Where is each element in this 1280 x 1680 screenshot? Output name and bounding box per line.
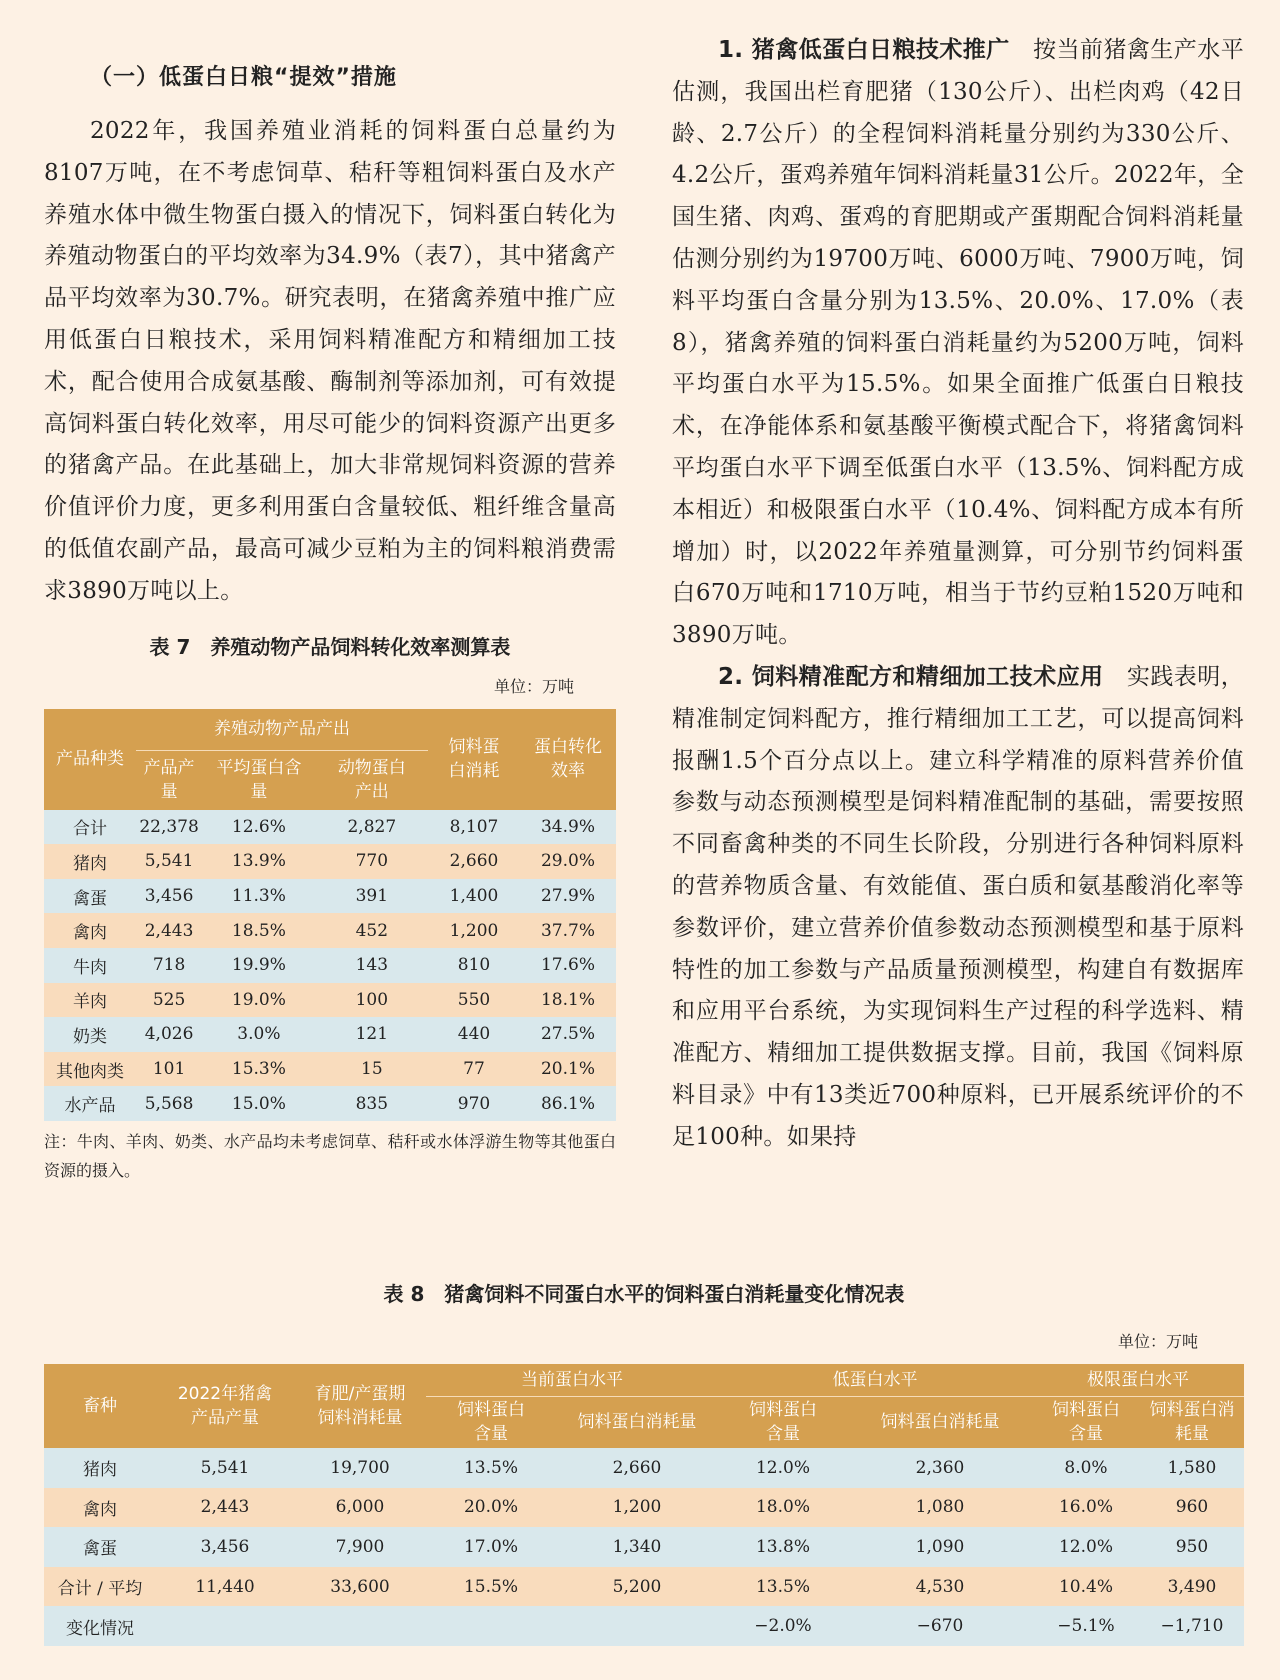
table7-unit: 单位：万吨 [493,676,574,696]
table7-header-avg-protein: 平均蛋白含量 [202,751,316,810]
table-cell: 960 [1140,1488,1244,1528]
table-cell: 718 [136,948,202,983]
table-cell: 2,443 [136,913,202,948]
table-cell: 15.5% [426,1567,556,1607]
table8-header-low-content: 饲料蛋白含量 [718,1396,848,1448]
table-cell: 37.7% [520,913,616,948]
table-cell: 770 [316,844,428,879]
table-cell: 3,456 [156,1527,294,1567]
table-cell: 合计 / 平均 [44,1567,156,1607]
table-cell: 15 [316,1052,428,1087]
table-cell: 18.0% [718,1488,848,1528]
right-p2-lead: 2. 饲料精准配方和精细加工技术应用 [718,663,1104,690]
table-cell: 3.0% [202,1017,316,1052]
table-cell: 13.9% [202,844,316,879]
table-cell: 452 [316,913,428,948]
table-cell: 16.0% [1032,1488,1140,1528]
table-cell: 2,360 [848,1448,1032,1488]
table8-header-limit: 极限蛋白水平 [1032,1364,1244,1396]
table-cell: 2,443 [156,1488,294,1528]
right-column [672,30,1244,1159]
table-cell: 27.5% [520,1017,616,1052]
table-cell: 29.0% [520,844,616,879]
table-cell: 34.9% [520,810,616,845]
table-cell: 22,378 [136,810,202,845]
table8-unit: 单位：万吨 [1117,1332,1198,1351]
table-cell: 4,530 [848,1567,1032,1607]
table-cell: 27.9% [520,879,616,914]
table8-header-limit-consumption: 饲料蛋白消耗量 [1140,1396,1244,1448]
table-row [44,1017,616,1052]
table-cell: 1,090 [848,1527,1032,1567]
table-cell: 猪肉 [44,844,136,879]
table-cell: 1,200 [556,1488,718,1528]
table-cell: 禽蛋 [44,879,136,914]
table-cell [556,1606,718,1646]
table-cell: 121 [316,1017,428,1052]
table-cell: 835 [316,1086,428,1121]
table-cell: 8.0% [1032,1448,1140,1488]
table-cell: 羊肉 [44,983,136,1018]
table-cell: 20.1% [520,1052,616,1087]
table7-caption: 表 7 养殖动物产品饲料转化效率测算表 [149,634,511,659]
table-cell: 12.6% [202,810,316,845]
table-cell: 5,541 [136,844,202,879]
table-cell: −1,710 [1140,1606,1244,1646]
table-cell: 3,490 [1140,1567,1244,1607]
table7-header-animal-protein: 动物蛋白产出 [316,751,428,810]
table8-header-output: 2022年猪禽产品产量 [156,1364,294,1448]
table8-header-species: 畜种 [44,1364,156,1448]
table-cell: 143 [316,948,428,983]
table-cell: 1,200 [428,913,520,948]
table-row [44,879,616,914]
table-cell: 5,541 [156,1448,294,1488]
table-cell: 13.5% [426,1448,556,1488]
table-cell: 合计 [44,810,136,845]
table-cell: 33,600 [294,1567,426,1607]
table-cell: 2,660 [556,1448,718,1488]
right-paragraph-2 [672,657,1244,1159]
right-p1-lead: 1. 猪禽低蛋白日粮技术推广 [718,37,1010,63]
table-cell: 11.3% [202,879,316,914]
table-cell: 8,107 [428,810,520,845]
table8-header-feed-consumption: 育肥/产蛋期饲料消耗量 [294,1364,426,1448]
table-cell: 10.4% [1032,1567,1140,1607]
table7-header-category: 产品种类 [44,709,136,810]
table-cell: 19,700 [294,1448,426,1488]
table-cell: 86.1% [520,1086,616,1121]
table-cell: 1,080 [848,1488,1032,1528]
table8-caption: 表 8 猪禽饲料不同蛋白水平的饲料蛋白消耗量变化情况表 [383,1282,905,1306]
table-row [44,1052,616,1087]
table-cell: 20.0% [426,1488,556,1528]
table-cell: 其他肉类 [44,1052,136,1087]
table-cell: 1,400 [428,879,520,914]
table-cell: 12.0% [718,1448,848,1488]
table-cell: 4,026 [136,1017,202,1052]
table7 [44,709,616,1121]
table-cell: 18.1% [520,983,616,1018]
table-cell: 7,900 [294,1527,426,1567]
table-cell [156,1606,294,1646]
table-cell: 970 [428,1086,520,1121]
table-cell: 15.0% [202,1086,316,1121]
table-cell: 禽蛋 [44,1527,156,1567]
table-cell: 11,440 [156,1567,294,1607]
table8-header-low-consumption: 饲料蛋白消耗量 [848,1396,1032,1448]
table-cell: −5.1% [1032,1606,1140,1646]
table-cell: 15.3% [202,1052,316,1087]
table-row [44,1448,1244,1488]
table-cell: 550 [428,983,520,1018]
table-cell: 1,340 [556,1527,718,1567]
table-cell: 猪肉 [44,1448,156,1488]
table-cell: 13.8% [718,1527,848,1567]
table-row [44,844,616,879]
table-cell: 13.5% [718,1567,848,1607]
right-paragraph-1 [672,30,1244,657]
table-cell: 18.5% [202,913,316,948]
table-cell: 5,200 [556,1567,718,1607]
table-cell: 440 [428,1017,520,1052]
table-cell: 6,000 [294,1488,426,1528]
table-cell: 5,568 [136,1086,202,1121]
table-cell: 810 [428,948,520,983]
table-row [44,1086,616,1121]
table8-header-limit-content: 饲料蛋白含量 [1032,1396,1140,1448]
table-cell: 17.6% [520,948,616,983]
table-cell: −670 [848,1606,1032,1646]
table7-header-group: 养殖动物产品产出 [136,709,428,751]
table8-header-current: 当前蛋白水平 [426,1364,718,1396]
section-heading: （一）低蛋白日粮“提效”措施 [90,65,397,90]
table8-header-current-consumption: 饲料蛋白消耗量 [556,1396,718,1448]
table-cell: 19.0% [202,983,316,1018]
table-cell: 牛肉 [44,948,136,983]
table-cell: 2,660 [428,844,520,879]
table-cell: 3,456 [136,879,202,914]
table8 [44,1364,1244,1646]
table-cell: 奶类 [44,1017,136,1052]
table7-note: 注：牛肉、羊肉、奶类、水产品均未考虑饲草、秸秆或水体浮游生物等其他蛋白资源的摄入。 [44,1131,616,1180]
table-row [44,810,616,845]
table-row [44,1567,1244,1607]
table-row [44,913,616,948]
table-cell: 水产品 [44,1086,136,1121]
table7-header-output: 产品产量 [136,751,202,810]
table-cell [294,1606,426,1646]
table-cell: 525 [136,983,202,1018]
table7-header-feed-protein: 饲料蛋白消耗 [428,709,520,810]
table-cell: 950 [1140,1527,1244,1567]
table-row [44,1606,1244,1646]
table-row [44,948,616,983]
table-cell: 391 [316,879,428,914]
left-column [44,50,616,1185]
table8-header-current-content: 饲料蛋白含量 [426,1396,556,1448]
table-cell: −2.0% [718,1606,848,1646]
table8-header-low: 低蛋白水平 [718,1364,1032,1396]
table-cell: 17.0% [426,1527,556,1567]
table8-block [44,1278,1244,1646]
table7-header-efficiency: 蛋白转化效率 [520,709,616,810]
table-cell: 禽肉 [44,1488,156,1528]
table-cell: 变化情况 [44,1606,156,1646]
table-cell: 100 [316,983,428,1018]
table-row [44,1488,1244,1528]
table-cell: 2,827 [316,810,428,845]
table-cell [426,1606,556,1646]
right-p1-text: 按当前猪禽生产水平估测，我国出栏育肥猪（130公斤）、出栏肉鸡（42日龄、2.7公斤）的全程饲料消耗量分别约为330公斤、4.2公斤，蛋鸡养殖年饲料消耗量31公斤。2022年，全国生猪、肉鸡、蛋鸡的育肥期或产蛋期配合饲料消耗量估测分别约为19700万吨、6000万吨、7900万吨，饲料平均蛋白含量分别为13.5%、20.0%、17.0%（表8），猪禽养殖的饲料蛋白消耗量约为5200万吨，饲料平均蛋白水平为15.5%。如果全面推广低蛋白日粮技术，在净能体系和氨基酸平衡模式配合下，将猪禽饲料平均蛋白水平下调至低蛋白水平（13.5%、饲料配方成本相近）和极限蛋白水平（10.4%、饲料配方成本有所增加）时，以2022年养殖量测算，可分别节约饲料蛋白670万吨和1710万吨，相当于节约豆粕1520万吨和3890万吨。 [672,37,1244,649]
table-cell: 12.0% [1032,1527,1140,1567]
table-cell: 77 [428,1052,520,1087]
right-p2-text: 实践表明，精准制定饲料配方，推行精细加工工艺，可以提高饲料报酬1.5个百分点以上。建立科学精准的原料营养价值参数与动态预测模型是饲料精准配制的基础，需要按照不同畜禽种类的不同生长阶段，分别进行各种饲料原料的营养物质含量、有效能值、蛋白质和氨基酸消化率等参数评价，建立营养价值参数动态预测模型和基于原料特性的加工参数与产品质量预测模型，构建自有数据库和应用平台系统，为实现饲料生产过程的科学选料、精准配方、精细加工提供数据支撑。目前，我国《饲料原料目录》中有13类近700种原料，已开展系统评价的不足100种。如果持 [672,663,1244,1150]
table-cell: 1,580 [1140,1448,1244,1488]
left-paragraph: 2022年，我国养殖业消耗的饲料蛋白总量约为8107万吨，在不考虑饲草、秸秆等粗饲料蛋白及水产养殖水体中微生物蛋白摄入的情况下，饲料蛋白转化为养殖动物蛋白的平均效率为34.9%（表7），其中猪禽产品平均效率为30.7%。研究表明，在猪禽养殖中推广应用低蛋白日粮技术，采用饲料精准配方和精细加工技术，配合使用合成氨基酸、酶制剂等添加剂，可有效提高饲料蛋白转化效率，用尽可能少的饲料资源产出更多的猪禽产品。在此基础上，加大非常规饲料资源的营养价值评价力度，更多利用蛋白含量较低、粗纤维含量高的低值农副产品，最高可减少豆粕为主的饲料粮消费需求3890万吨以上。 [44,118,616,604]
table-cell: 101 [136,1052,202,1087]
table-cell: 禽肉 [44,913,136,948]
table-row [44,983,616,1018]
table-cell: 19.9% [202,948,316,983]
table-row [44,1527,1244,1567]
